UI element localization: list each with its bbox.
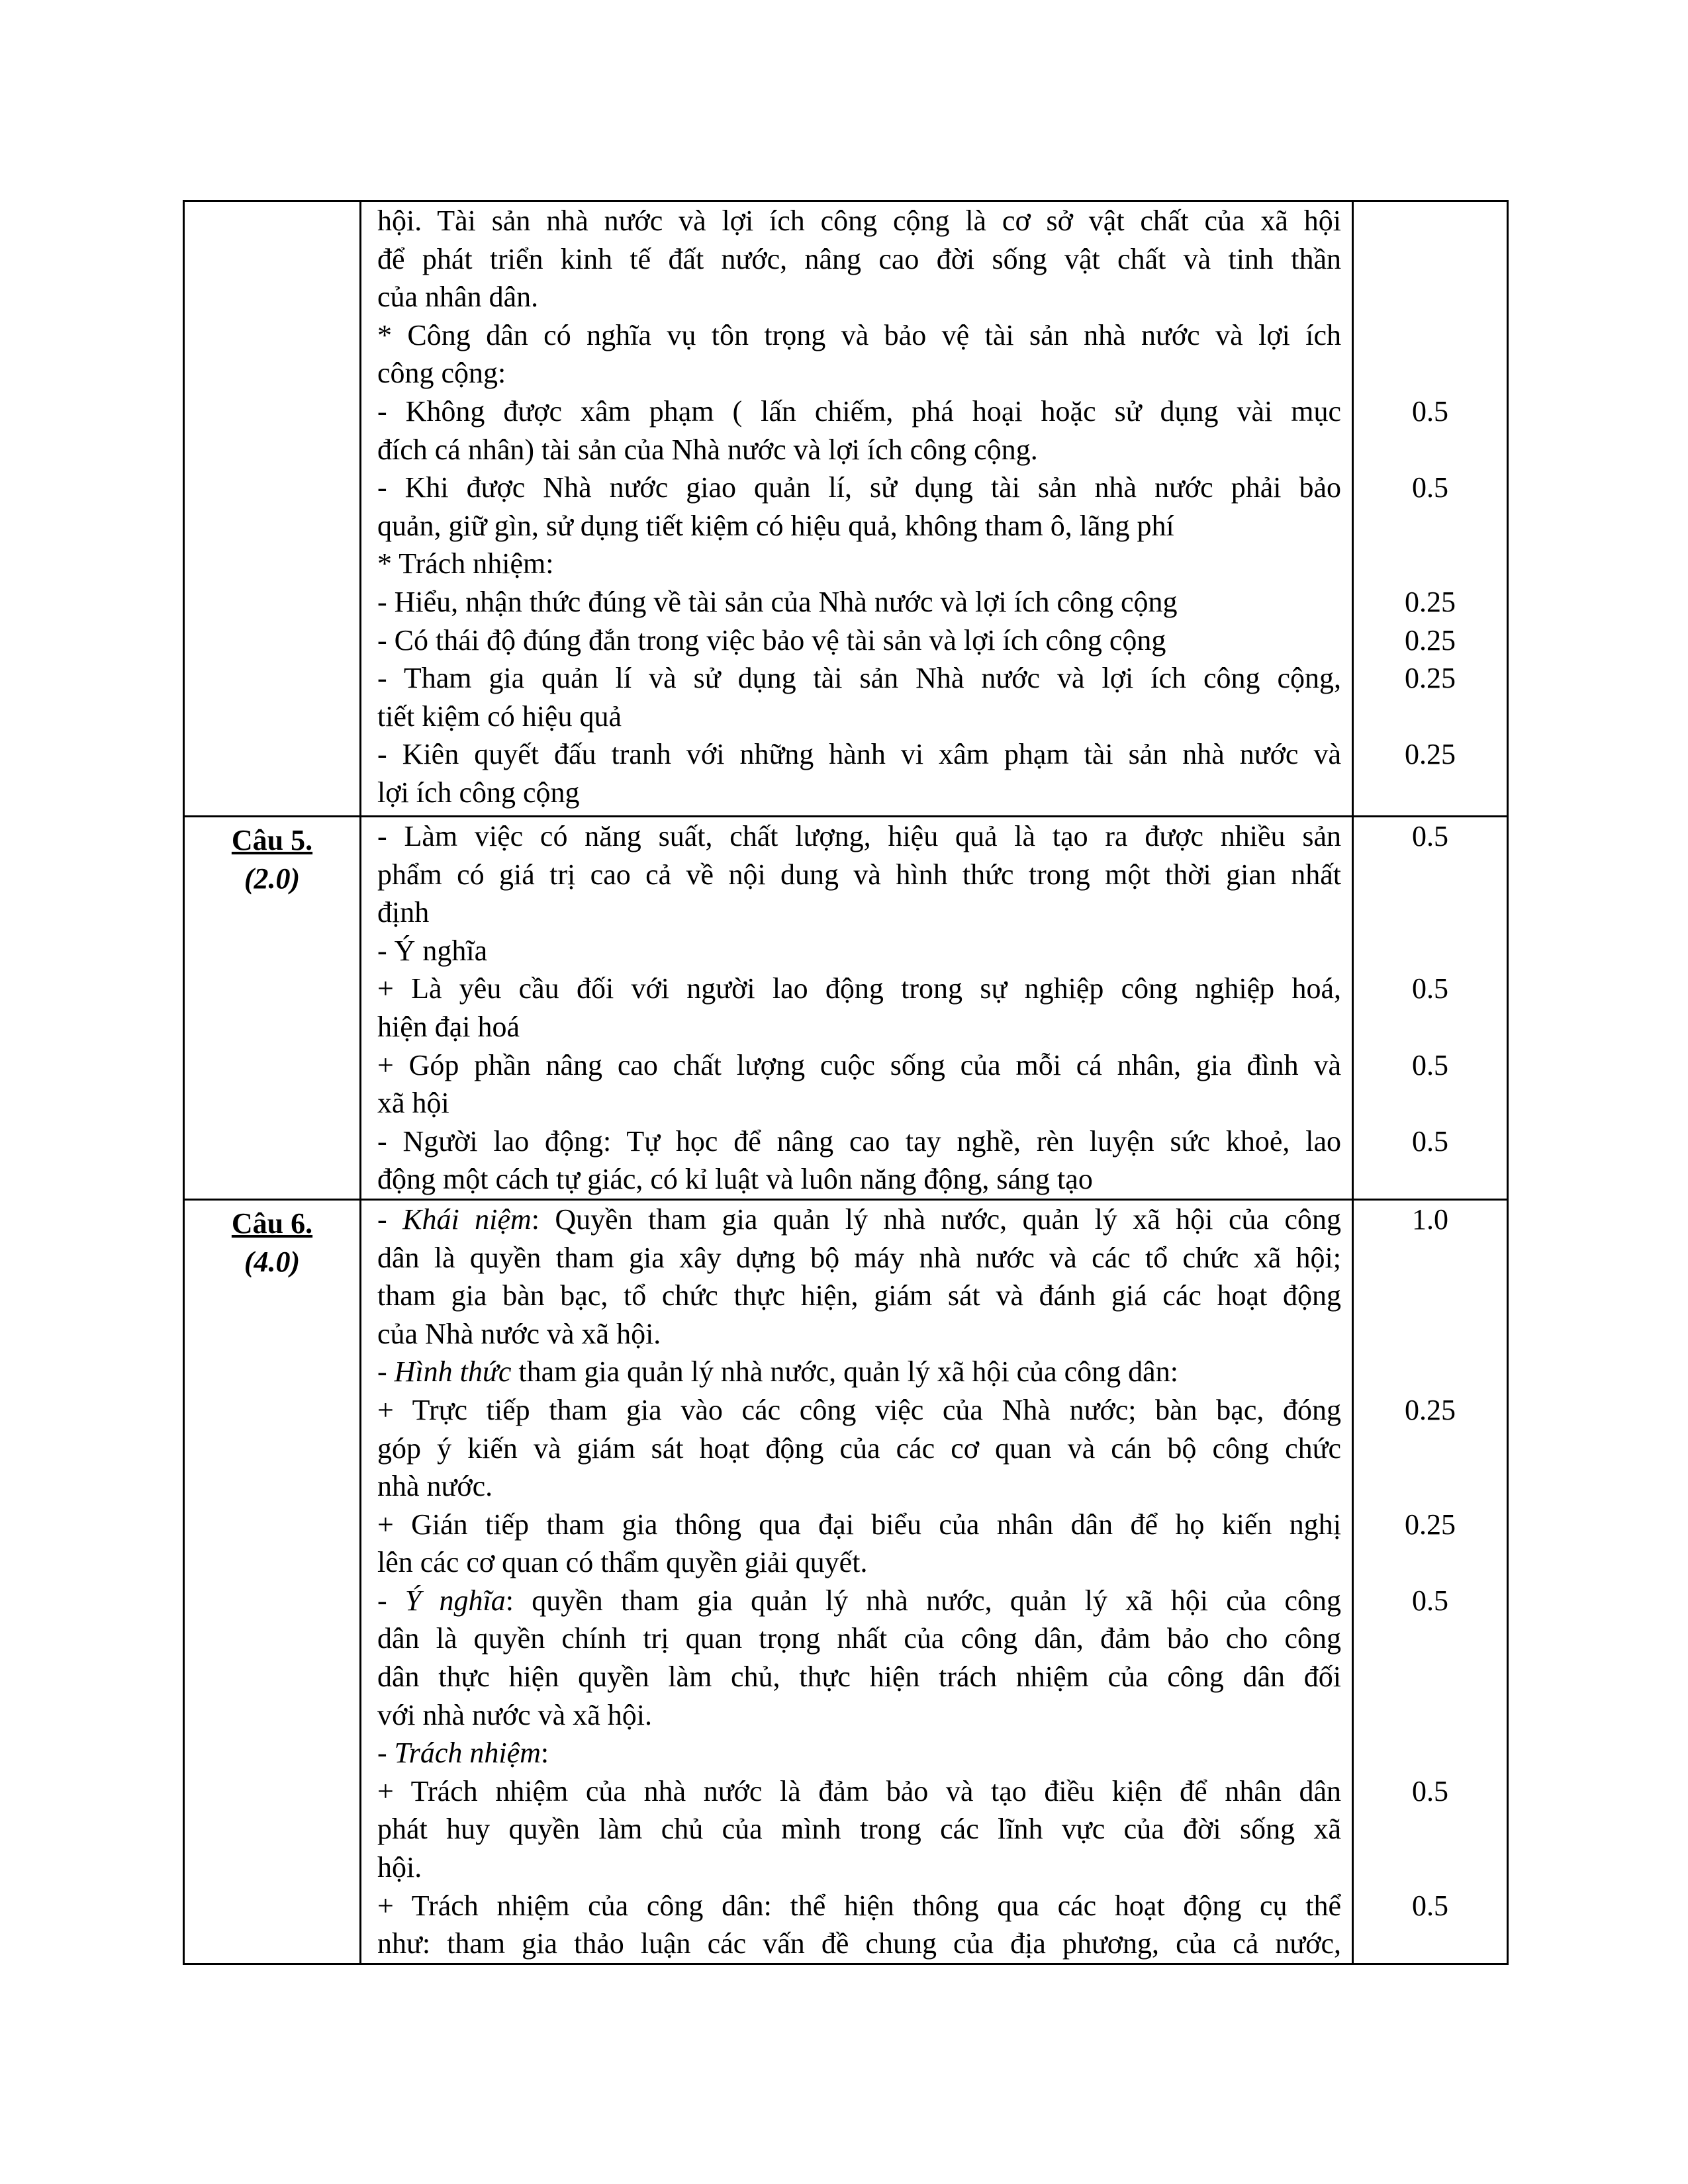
score-value [1354,1467,1507,1506]
score-value [1354,1658,1507,1696]
answer-term: Ý nghĩa [404,1584,506,1617]
score-value [1354,893,1507,932]
score-value [1354,1353,1507,1391]
answer-line: hội. [377,1851,422,1884]
score-value [1354,1848,1507,1887]
question-label: Câu 6. [231,1206,313,1240]
question-label: Câu 5. [231,824,313,856]
answer-line: - Kiên quyết đấu tranh với những hành vi xâm phạm tài sản nhà nước và [377,738,1341,771]
answer-line: phát huy quyền làm chủ của mình trong các lĩnh vực của đời sống xã [377,1813,1341,1846]
answer-line: - Hiểu, nhận thức đúng về tài sản của Nhà nước và lợi ích công cộng [377,585,1178,618]
answer-line: xã hội [377,1087,449,1120]
answer-line: + Gián tiếp tham gia thông qua đại biểu của nhân dân để họ kiến nghị [377,1508,1341,1541]
score-value [1354,1084,1507,1122]
answer-line: dân thực hiện quyền làm chủ, thực hiện trách nhiệm của công dân đối [377,1661,1341,1694]
answer-line: - Khái niệm: Quyền tham gia quản lý nhà nước, quản lý xã hội của công [377,1203,1341,1236]
answer-row [184,201,1508,817]
answer-line: - Ý nghĩa [377,934,488,967]
question-points: (2.0) [244,862,301,895]
answer-content-cell [361,201,1353,817]
answer-line: + Góp phần nâng cao chất lượng cuộc sống của mỗi cá nhân, gia đình và [377,1048,1341,1081]
score-value [1354,1008,1507,1046]
score-value: 0.5 [1412,394,1448,428]
answer-line: + Trực tiếp tham gia vào các công việc của Nhà nước; bàn bạc, đóng [377,1393,1341,1426]
answer-line: * Công dân có nghĩa vụ tôn trọng và bảo vệ tài sản nhà nước và lợi ích [377,318,1341,351]
score-value: 0.25 [1405,623,1456,657]
question-cell [184,817,361,1200]
score-value [1354,316,1507,355]
answer-line: - Không được xâm phạm ( lấn chiếm, phá hoại hoặc sử dụng vài mục [377,394,1341,428]
answer-key-body [184,201,1508,1964]
score-value: 0.5 [1412,471,1448,504]
score-value: 0.25 [1405,1393,1456,1426]
answer-line: - Ý nghĩa: quyền tham gia quản lý nhà nước, quản lý xã hội của công [377,1584,1341,1617]
answer-line: - Hình thức tham gia quản lý nhà nước, quản lý xã hội của công dân: [377,1355,1178,1388]
answer-line: dân là quyền chính trị quan trọng nhất của công dân, đảm bảo cho công [377,1622,1341,1655]
answer-line: góp ý kiến và giám sát hoạt động của các cơ quan và cán bộ công chức [377,1432,1341,1465]
score-value: 0.5 [1412,1889,1448,1922]
score-value: 0.5 [1412,1774,1448,1807]
score-value [1354,1925,1507,1963]
score-value [1354,1239,1507,1277]
answer-line: của nhân dân. [377,281,539,314]
answer-term: Trách nhiệm [394,1737,541,1770]
answer-row [184,817,1508,1200]
score-value [1354,1543,1507,1582]
answer-line: * Trách nhiệm: [377,547,554,580]
answer-line: như: tham gia thảo luận các vấn đề chung của địa phương, của cả nước, [377,1927,1341,1960]
answer-term: Khái niệm [402,1203,532,1236]
answer-line: định [377,896,430,929]
score-value [1354,1160,1507,1199]
answer-line: - Làm việc có năng suất, chất lượng, hiệu quả là tạo ra được nhiều sản [377,820,1341,852]
score-cell [1353,201,1508,817]
answer-line: lợi ích công cộng [377,776,580,809]
answer-line: + Là yêu cầu đối với người lao động trong sự nghiệp công nghiệp hoá, [377,972,1341,1005]
answer-line: nhà nước. [377,1470,493,1503]
answer-line: của Nhà nước và xã hội. [377,1317,661,1350]
answer-line: hội. Tài sản nhà nước và lợi ích công cộng là cơ sở vật chất của xã hội [377,205,1341,237]
answer-term: Hình thức [394,1355,512,1388]
answer-content-cell [361,817,1353,1200]
score-value [1354,240,1507,279]
score-value: 0.5 [1412,1048,1448,1081]
answer-line: quản, giữ gìn, sử dụng tiết kiệm có hiệu quả, không tham ô, lãng phí [377,509,1174,542]
score-value [1354,1315,1507,1353]
score-value [1354,545,1507,583]
answer-line: động một cách tự giác, có kỉ luật và luôn năng động, sáng tạo [377,1163,1093,1196]
answer-line: tham gia bàn bạc, tổ chức thực hiện, giám sát và đánh giá các hoạt động [377,1279,1341,1312]
score-value [1354,1619,1507,1658]
answer-line: để phát triển kinh tế đất nước, nâng cao đời sống vật chất và tinh thần [377,242,1341,275]
answer-line: - Khi được Nhà nước giao quản lí, sử dụng tài sản nhà nước phải bảo [377,471,1341,504]
score-value [1354,856,1507,894]
score-value [1354,1430,1507,1468]
score-value [1354,774,1507,812]
question-cell [184,1199,361,1964]
answer-line: - Có thái độ đúng đắn trong việc bảo vệ tài sản và lợi ích công cộng [377,623,1166,657]
answer-line: - Trách nhiệm: [377,1737,549,1770]
answer-line: - Tham gia quản lí và sử dụng tài sản Nhà nước và lợi ích công cộng, [377,662,1341,695]
score-value [1354,1734,1507,1772]
score-value: 0.25 [1405,662,1456,695]
score-value [1354,1277,1507,1315]
score-value [1354,354,1507,392]
score-value [1354,431,1507,469]
score-value: 0.5 [1412,1584,1448,1617]
score-value: 1.0 [1412,1203,1448,1236]
answer-line: hiện đại hoá [377,1010,520,1043]
score-value [1354,507,1507,545]
answer-line: + Trách nhiệm của nhà nước là đảm bảo và tạo điều kiện để nhân dân [377,1774,1341,1807]
answer-key-table [183,200,1509,1965]
answer-line: với nhà nước và xã hội. [377,1698,652,1731]
answer-line: lên các cơ quan có thẩm quyền giải quyết. [377,1546,868,1579]
score-cell [1353,1199,1508,1964]
score-value [1354,1696,1507,1735]
answer-content-cell [361,1199,1353,1964]
question-points: (4.0) [244,1245,301,1278]
score-value [1354,1810,1507,1848]
answer-line: tiết kiệm có hiệu quả [377,700,622,733]
score-value [1354,698,1507,736]
score-value: 0.25 [1405,738,1456,771]
score-value: 0.25 [1405,1508,1456,1541]
answer-line: - Người lao động: Tự học để nâng cao tay nghề, rèn luyện sức khoẻ, lao [377,1124,1341,1158]
score-value [1354,278,1507,316]
answer-row [184,1199,1508,1964]
answer-line: đích cá nhân) tài sản của Nhà nước và lợi ích công cộng. [377,433,1038,466]
answer-line: + Trách nhiệm của công dân: thể hiện thông qua các hoạt động cụ thể [377,1889,1341,1922]
score-cell [1353,817,1508,1200]
score-value: 0.5 [1412,820,1448,852]
score-value [1354,202,1507,240]
answer-line: dân là quyền tham gia xây dựng bộ máy nhà nước và các tổ chức xã hội; [377,1241,1341,1274]
score-value [1354,932,1507,970]
score-value: 0.25 [1405,585,1456,618]
question-cell [184,201,361,817]
score-value: 0.5 [1412,972,1448,1005]
score-value: 0.5 [1412,1124,1448,1158]
answer-line: phẩm có giá trị cao cả về nội dung và hình thức trong một thời gian nhất [377,858,1341,891]
answer-line: công cộng: [377,357,506,390]
